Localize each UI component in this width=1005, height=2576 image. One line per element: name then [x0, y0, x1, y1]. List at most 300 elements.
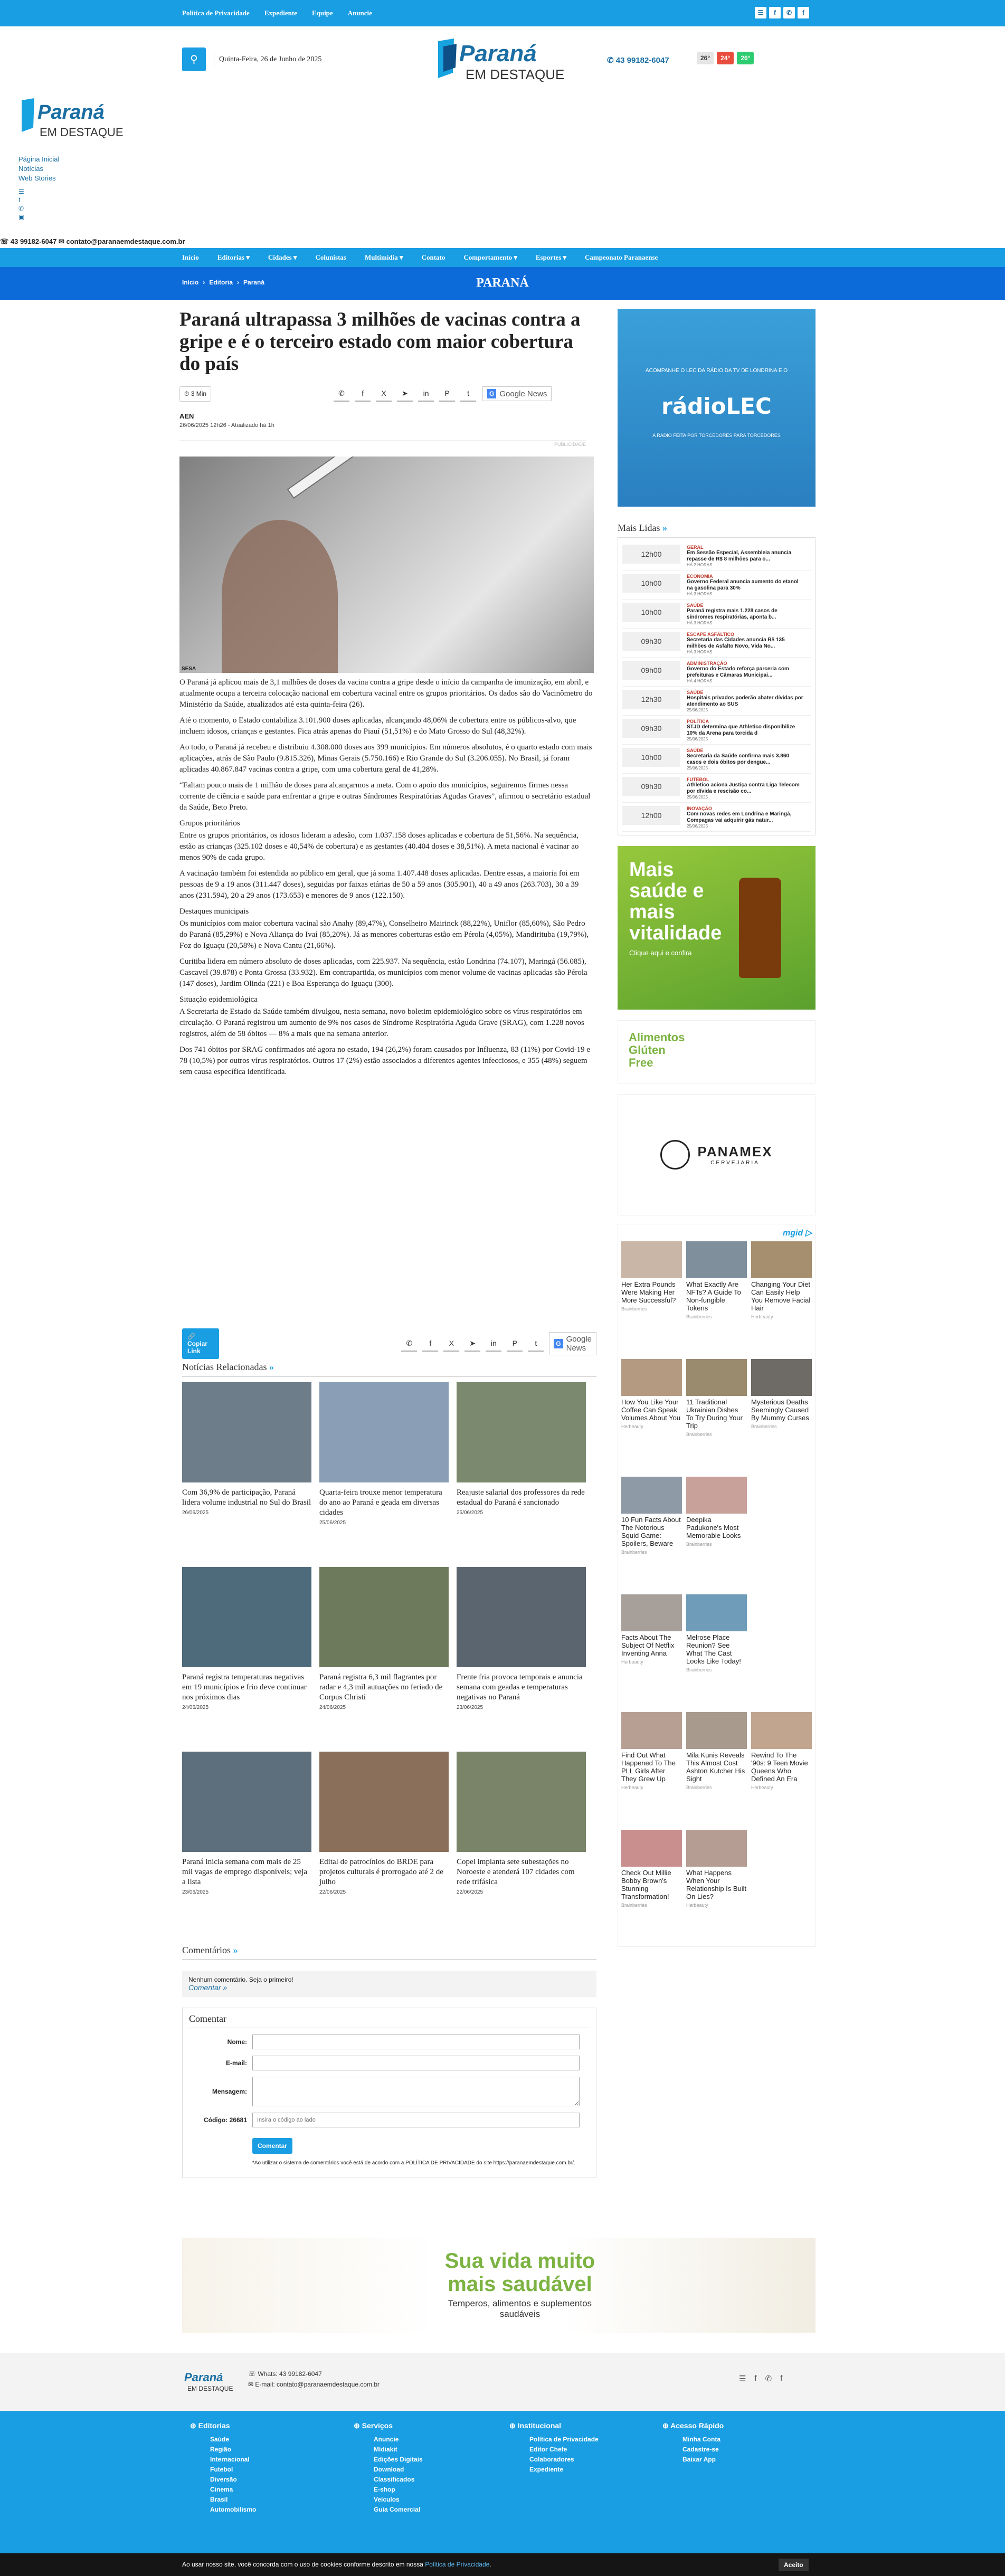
most-read-item[interactable] — [622, 716, 811, 745]
header-phone[interactable] — [607, 55, 669, 65]
email-label: E-mail: — [225, 2059, 247, 2067]
weather-widget — [697, 52, 754, 64]
related-card[interactable] — [319, 1752, 449, 1931]
recommended-image[interactable] — [686, 1712, 747, 1749]
recommended-source: Brainberries — [686, 1785, 712, 1790]
recommended-source: Brainberries — [621, 1306, 647, 1311]
related-title-text: Notícias Relacionadas — [182, 1362, 267, 1372]
section-banner — [0, 267, 1005, 300]
most-read-title[interactable]: STJD determina que Athletico disponibilize 10% da Arena para torcida d — [687, 724, 795, 736]
rss-icon[interactable]: ☰ — [18, 188, 24, 195]
recommended-card[interactable] — [621, 1712, 682, 1826]
recommended-image[interactable] — [621, 1359, 682, 1396]
no-comments-text: Nenhum comentário. Seja o primeiro! — [188, 1976, 293, 1983]
footer-link[interactable]: Cinema — [210, 2486, 233, 2493]
weather-min: 26° — [737, 52, 754, 64]
message-label: Mensagem: — [212, 2088, 247, 2095]
read-time: ⏱ 3 Min — [179, 386, 211, 402]
related-date: 22/06/2025 — [457, 1889, 483, 1895]
mobile-link-stories[interactable]: Web Stories — [18, 174, 56, 182]
article — [179, 309, 612, 1082]
most-read-title[interactable]: Secretaria da Saúde confirma mais 3.860 casos e dois óbitos por dengue... — [687, 753, 789, 765]
footer-links — [0, 2411, 1005, 2553]
related-title[interactable]: Copel implanta sete subestações no Noroeste e atenderá 107 cidades com rede trifásica — [457, 1858, 575, 1886]
related-title[interactable]: Com 36,9% de participação, Paraná lidera volume industrial no Sul do Brasil — [182, 1488, 311, 1507]
gluten-ad[interactable] — [618, 1020, 816, 1083]
recommended-card[interactable] — [751, 1359, 812, 1472]
bottle-image — [739, 878, 781, 978]
footer-link[interactable]: Expediente — [529, 2466, 564, 2473]
linkedin-share-icon[interactable]: in — [486, 1336, 501, 1352]
recommended-image[interactable] — [621, 1830, 682, 1867]
mobile-logo[interactable] — [18, 95, 145, 148]
mgid-grid — [621, 1241, 812, 1943]
pinterest-share-icon[interactable]: P — [507, 1336, 523, 1352]
whatsapp-share-icon[interactable]: ✆ — [334, 386, 349, 402]
nav-item-inicio[interactable]: Início — [182, 253, 199, 261]
related-date: 24/06/2025 — [319, 1705, 346, 1710]
footer-link[interactable]: Cadastre-se — [682, 2446, 719, 2453]
nav-item-colunistas[interactable]: Colunistas — [315, 253, 346, 261]
footer-logo[interactable] — [182, 2368, 235, 2394]
footer-link[interactable]: Política de Privacidade — [529, 2436, 599, 2443]
comment-link[interactable]: Comentar » — [188, 1983, 227, 1992]
most-read-ago: HÁ 4 HORAS — [687, 679, 713, 683]
rss-icon[interactable]: ☰ — [739, 2374, 746, 2383]
photo-arm — [222, 520, 338, 673]
recommended-image[interactable] — [621, 1477, 682, 1514]
most-read-item[interactable] — [622, 629, 811, 658]
most-read-category: POLÍTICA — [687, 719, 709, 724]
google-news-button[interactable] — [482, 386, 552, 401]
facebook-icon[interactable]: f — [18, 196, 21, 204]
footer-link[interactable]: Guia Comercial — [374, 2506, 421, 2513]
recommended-image[interactable] — [686, 1830, 747, 1867]
related-image[interactable] — [319, 1382, 449, 1482]
recommended-image[interactable] — [621, 1712, 682, 1749]
share-bar — [401, 1336, 544, 1352]
comment-form-title: Comentar — [189, 2013, 590, 2028]
recommended-card[interactable] — [686, 1241, 747, 1355]
most-read-category: SAÚDE — [687, 690, 704, 695]
related-image[interactable] — [182, 1752, 311, 1852]
recommended-title[interactable]: What Exactly Are NFTs? A Guide To Non-fungible Tokens — [686, 1280, 741, 1312]
article-paragraph: Ao todo, o Paraná já recebeu e distribuiu 4.308.000 doses aos 399 municípios. Em números absolutos, é o quarto estado com mais aplicações, atrás de São Paulo (9.815.326), Minas Gerais (5.750.166) e Rio Grande do Sul (3.206.055). No Brasil, já foram aplicadas 40.867.847 vacinas contra a gripe, com uma cobertura geral de 41,28%. — [179, 743, 592, 774]
facebook-icon[interactable]: ▣ — [18, 213, 25, 221]
footer-link[interactable]: Colaboradores — [529, 2456, 574, 2463]
footer-link[interactable]: Edições Digitais — [374, 2456, 423, 2463]
footer-link[interactable]: E-shop — [374, 2486, 395, 2493]
nav-item-contato[interactable]: Contato — [421, 253, 445, 261]
most-read-item[interactable] — [622, 571, 811, 600]
healthy-life-ad[interactable] — [182, 2238, 816, 2333]
google-news-icon: G — [554, 1339, 563, 1348]
nav-item-campeonato[interactable]: Campeonato Paranaense — [585, 253, 658, 261]
whatsapp-icon[interactable]: ✆ — [783, 7, 795, 18]
top-link-anuncie[interactable]: Anuncie — [347, 9, 372, 17]
breadcrumb-separator: › — [203, 279, 205, 286]
most-read-category: ADMINISTRAÇÃO — [687, 661, 727, 666]
most-read-title[interactable]: Hospitais privados poderão abater dívidas por atendimento ao SUS — [687, 695, 803, 707]
recommended-source: Brainberries — [686, 1314, 712, 1319]
comment-terms: *Ao utilizar o sistema de comentários você está de acordo com a POLÍTICA DE PRIVACIDADE do site https://paranaemdestaque.com.br/. — [252, 2160, 575, 2166]
recommended-title[interactable]: Changing Your Diet Can Easily Help You Remove Facial Hair — [751, 1280, 811, 1312]
panamex-name: PANAMEX — [697, 1144, 773, 1159]
most-read-time: 10h00 — [622, 603, 680, 622]
svg-text:EM DESTAQUE: EM DESTAQUE — [187, 2385, 233, 2392]
radio-ad-small: ACOMPANHE O LEC DA RÁDIO DA TV DE LONDRINA E O — [645, 368, 788, 374]
chevron-right-icon: » — [269, 1362, 274, 1372]
footer-link[interactable]: Diversão — [210, 2476, 237, 2483]
footer-link[interactable]: Brasil — [210, 2496, 228, 2503]
nav-item-cidades[interactable]: Cidades ▾ — [268, 253, 297, 261]
telegram-share-icon[interactable]: ➤ — [397, 386, 413, 402]
most-read-title[interactable]: Em Sessão Especial, Assembleia anuncia repasse de R$ 8 milhões para o... — [687, 550, 792, 562]
recommended-image[interactable] — [686, 1359, 747, 1396]
facebook-icon[interactable]: f — [754, 2374, 757, 2383]
recommended-card[interactable] — [751, 1241, 812, 1355]
recommended-image[interactable] — [686, 1241, 747, 1278]
related-card[interactable] — [319, 1567, 449, 1746]
recommended-title[interactable]: 11 Traditional Ukrainian Dishes To Try During Your Trip — [686, 1398, 743, 1430]
recommended-card[interactable] — [621, 1477, 682, 1590]
related-title[interactable]: Paraná registra 6,3 mil flagrantes por radar e 4,3 mil autuações no feriado de Corpus Christi — [319, 1673, 443, 1702]
footer-col-title: ⊕ Institucional — [509, 2421, 562, 2430]
breadcrumb-parana[interactable]: Paraná — [243, 279, 265, 286]
most-read-title[interactable]: Secretaria das Cidades anuncia R$ 135 milhões de Asfalto Novo, Vida No... — [687, 637, 785, 649]
rss-icon[interactable]: ☰ — [755, 7, 766, 18]
nav-item-editorias[interactable]: Editorias ▾ — [217, 253, 250, 261]
code-field[interactable] — [252, 2113, 580, 2127]
whatsapp-icon: ✆ — [607, 56, 616, 65]
footer-col-servicos — [354, 2421, 423, 2515]
most-read-time: 09h30 — [622, 632, 680, 651]
related-image[interactable] — [457, 1567, 586, 1667]
related-image[interactable] — [457, 1752, 586, 1852]
most-read-item[interactable] — [622, 687, 811, 716]
subheading: Destaques municipais — [179, 907, 249, 916]
recommended-title[interactable]: Facts About The Subject Of Netflix Inventing Anna — [621, 1633, 675, 1657]
top-social — [755, 7, 809, 18]
most-read-time: 09h30 — [622, 719, 680, 738]
comments-title-text: Comentários — [182, 1945, 231, 1955]
most-read-ago: 25/06/2025 — [687, 824, 708, 829]
recommended-source: Herbeauty — [621, 1659, 643, 1665]
share-bar — [334, 386, 476, 402]
recommended-image[interactable] — [621, 1241, 682, 1278]
most-read-item[interactable] — [622, 541, 811, 571]
top-links — [182, 0, 372, 26]
comments-section — [182, 1945, 596, 2178]
copy-link-button[interactable]: 🔗 Copiar Link — [182, 1328, 219, 1359]
x-share-icon[interactable]: X — [376, 386, 392, 402]
facebook-icon[interactable]: f — [798, 7, 809, 18]
phone-number: 43 99182-6047 — [615, 56, 669, 65]
recommended-card[interactable] — [621, 1241, 682, 1355]
article-title: Paraná ultrapassa 3 milhões de vacinas contra a gripe e é o terceiro estado com maior cobertura do país — [179, 309, 581, 375]
subheading: Situação epidemiológica — [179, 995, 258, 1004]
recommended-title[interactable]: Find Out What Happened To The PLL Girls After They Grew Up — [621, 1751, 676, 1783]
recommended-image[interactable] — [751, 1359, 812, 1396]
contact-line — [0, 237, 185, 246]
recommended-title[interactable]: How You Like Your Coffee Can Speak Volumes About You — [621, 1398, 681, 1422]
photo-caption: SESA — [182, 666, 196, 672]
most-read-ago: HÁ 3 HORAS — [687, 650, 713, 654]
footer-link[interactable]: Baixar App — [682, 2456, 716, 2463]
related-card[interactable] — [182, 1752, 311, 1931]
breadcrumb-editoria[interactable]: Editoria — [209, 279, 233, 286]
most-read-ago: HÁ 2 HORAS — [687, 563, 713, 567]
mobile-links — [18, 155, 230, 183]
related-date: 23/06/2025 — [182, 1889, 209, 1895]
facebook-share-icon[interactable]: f — [355, 386, 371, 402]
most-read-category: ECONOMIA — [687, 574, 713, 579]
recommended-title[interactable]: Melrose Place Reunion? See What The Cast Looks Like Today! — [686, 1633, 741, 1665]
linkedin-share-icon[interactable]: in — [418, 386, 434, 402]
article-author[interactable]: AEN — [179, 412, 194, 420]
related-title — [182, 1362, 596, 1377]
most-read-ago: 25/06/2025 — [687, 795, 708, 800]
most-read-time: 09h00 — [622, 661, 680, 680]
tumblr-share-icon[interactable]: t — [528, 1336, 544, 1352]
recommended-image[interactable] — [751, 1712, 812, 1749]
most-read-time: 09h30 — [622, 777, 680, 796]
recommended-title[interactable]: Her Extra Pounds Were Making Her More Successful? — [621, 1280, 676, 1304]
panamex-ad[interactable] — [618, 1094, 816, 1215]
cookie-text: Ao usar nosso site, você concorda com o uso de cookies conforme descrito em nossa Política de Privacidade. — [182, 2561, 491, 2568]
most-read-title[interactable]: Governo Federal anuncia aumento do etanol na gasolina para 30% — [687, 579, 799, 591]
related-card[interactable] — [319, 1382, 449, 1562]
most-read-category: ESCAPE ASFÁLTICO — [687, 632, 735, 637]
recommended-title[interactable]: 10 Fun Facts About The Notorious Squid Game: Spoilers, Beware — [621, 1516, 681, 1547]
telegram-share-icon[interactable]: ➤ — [464, 1336, 480, 1352]
recommended-source: Herbeauty — [751, 1314, 773, 1319]
footer-link[interactable]: Editor Chefe — [529, 2446, 567, 2453]
recommended-card[interactable] — [686, 1477, 747, 1590]
related-card[interactable] — [182, 1382, 311, 1562]
recommended-card[interactable] — [686, 1712, 747, 1826]
weather-max: 24° — [717, 52, 734, 64]
panamex-sub: CERVEJARIA — [710, 1160, 760, 1166]
most-read-time: 12h00 — [622, 806, 680, 825]
article-paragraph: Entre os grupos prioritários, os idosos lideram a adesão, com 1.037.158 doses aplicadas e cobertura de 51,56%. Na sequência, estão as crianças (325.102 doses e 40,54% de cobertura) e as gestantes (40.404 doses e 38,51%). A meta nacional é vacinar ao menos 90% de cada grupo. — [179, 831, 579, 862]
breadcrumb-home[interactable]: Início — [182, 279, 199, 286]
message-field[interactable] — [252, 2077, 580, 2106]
footer-link[interactable]: Veículos — [374, 2496, 400, 2503]
cookie-policy-link[interactable]: Política de Privacidade — [425, 2561, 490, 2568]
footer-social — [739, 2374, 782, 2383]
subheading: Grupos prioritários — [179, 819, 240, 828]
mobile-menu — [18, 95, 230, 221]
most-read-title-text: Mais Lidas — [618, 522, 660, 533]
recommended-title[interactable]: What Happens When Your Relationship Is Built On Lies? — [686, 1869, 747, 1900]
footer-link[interactable]: Classificados — [374, 2476, 415, 2483]
top-link-privacy[interactable]: Política de Privacidade — [182, 9, 250, 17]
photo-syringe — [287, 457, 437, 499]
top-link-expediente[interactable]: Expediente — [264, 9, 297, 17]
related-image[interactable] — [319, 1567, 449, 1667]
related-card[interactable] — [457, 1567, 586, 1746]
recommended-source: Brainberries — [686, 1432, 712, 1437]
related-image[interactable] — [182, 1382, 311, 1482]
facebook-share-icon[interactable]: f — [422, 1336, 438, 1352]
most-read-item[interactable] — [622, 658, 811, 687]
comment-form — [182, 2008, 596, 2178]
whatsapp-share-icon[interactable]: ✆ — [401, 1336, 417, 1352]
email-field[interactable] — [252, 2056, 580, 2070]
recommended-card[interactable] — [621, 1359, 682, 1472]
mobile-social — [18, 187, 230, 221]
recommended-source: Herbeauty — [686, 1903, 708, 1908]
pinterest-share-icon[interactable]: P — [439, 386, 455, 402]
nav-item-comportamento[interactable]: Comportamento ▾ — [463, 253, 517, 261]
related-image[interactable] — [182, 1567, 311, 1667]
health-ad[interactable] — [618, 846, 816, 1010]
recommended-source: Herbeauty — [621, 1785, 643, 1790]
recommended-image[interactable] — [621, 1594, 682, 1631]
most-read-list — [618, 538, 816, 835]
related-title[interactable]: Reajuste salarial dos professores da rede estadual do Paraná é sancionado — [457, 1488, 585, 1507]
ad-label: PUBLICIDADE — [179, 440, 586, 447]
whatsapp-icon[interactable]: ✆ — [18, 205, 24, 212]
recommended-card[interactable] — [686, 1359, 747, 1472]
most-read-ago: 25/06/2025 — [687, 708, 708, 712]
related-date: 25/06/2025 — [319, 1520, 346, 1526]
tumblr-share-icon[interactable]: t — [460, 386, 476, 402]
recommended-image[interactable] — [751, 1241, 812, 1278]
mobile-link-home[interactable]: Página Inicial — [18, 155, 60, 163]
google-news-button[interactable] — [549, 1332, 596, 1355]
most-read-title[interactable]: Governo do Estado reforça parceria com prefeituras e Câmaras Municipai... — [687, 666, 789, 678]
nav-item-multimidia[interactable]: Multimídia ▾ — [364, 253, 403, 261]
recommended-card[interactable] — [621, 1830, 682, 1943]
recommended-card[interactable] — [686, 1594, 747, 1708]
recommended-title[interactable]: Mila Kunis Reveals This Almost Cost Ashton Kutcher His Sight — [686, 1751, 745, 1783]
section-title: PARANÁ — [476, 276, 529, 290]
footer-link[interactable]: Saúde — [210, 2436, 230, 2443]
related-title[interactable]: Paraná inicia semana com mais de 25 mil vagas de emprego disponíveis; veja a lista — [182, 1858, 308, 1886]
sidebar — [618, 309, 816, 1947]
nav-item-esportes[interactable]: Esportes ▾ — [535, 253, 567, 261]
most-read-ago: 25/06/2025 — [687, 766, 708, 771]
recommended-image[interactable] — [686, 1477, 747, 1514]
accept-cookies-button[interactable]: Aceito — [779, 2559, 809, 2571]
search-button[interactable] — [182, 47, 206, 71]
most-read-time: 10h00 — [622, 574, 680, 593]
recommended-card[interactable] — [621, 1594, 682, 1708]
recommended-title[interactable]: Deepika Padukone's Most Memorable Looks — [686, 1516, 741, 1539]
comments-title — [182, 1945, 596, 1960]
footer-link[interactable]: Região — [210, 2446, 232, 2453]
no-comments-box — [182, 1971, 596, 1997]
related-card[interactable] — [457, 1382, 586, 1562]
radio-lec-ad[interactable] — [618, 309, 816, 507]
recommended-title[interactable]: Mysterious Deaths Seemingly Caused By Mummy Curses — [751, 1398, 809, 1422]
footer-whats[interactable]: ☏ Whats: 43 99182-6047 — [248, 2370, 322, 2378]
footer-email[interactable]: ✉ E-mail: contato@paranaemdestaque.com.br — [248, 2381, 380, 2388]
related-grid — [182, 1382, 596, 1931]
footer-link[interactable]: Futebol — [210, 2466, 233, 2473]
facebook-icon[interactable]: f — [780, 2374, 783, 2383]
most-read-time: 10h00 — [622, 748, 680, 767]
most-read-ago: HÁ 3 HORAS — [687, 621, 713, 625]
recommended-title[interactable]: Check Out Millie Bobby Brown's Stunning Transformation! — [621, 1869, 671, 1900]
mobile-link-news[interactable]: Notícias — [18, 165, 43, 173]
most-read-title[interactable]: Paraná registra mais 1.228 casos de síndromes respiratórias, aponta b... — [687, 608, 778, 620]
chevron-right-icon: » — [233, 1945, 238, 1955]
most-read-title[interactable]: Com novas redes em Londrina e Maringá, Compagas vai adquirir gás natur... — [687, 811, 792, 823]
most-read-item[interactable] — [622, 803, 811, 832]
most-read-time: 12h00 — [622, 545, 680, 564]
most-read-title[interactable]: Athletico aciona Justiça contra Liga Telecom por dívida e rescisão co... — [687, 782, 800, 794]
main-nav — [0, 248, 1005, 267]
most-read-item[interactable] — [622, 600, 811, 629]
most-read-item[interactable] — [622, 745, 811, 774]
recommended-card[interactable] — [686, 1830, 747, 1943]
related-card[interactable] — [457, 1752, 586, 1931]
logo-subtext: EM DESTAQUE — [466, 66, 565, 82]
article-paragraph: “Faltam pouco mais de 1 milhão de doses para alcançarmos a meta. Com o apoio dos municípios, seguiremos firmes nessa corrente de ciência e saúde para enfrentar a gripe e outras Síndromes Respiratórias Agudas Graves”, afirmou o secretário estadual da Saúde, Beto Preto. — [179, 781, 591, 812]
related-image[interactable] — [457, 1382, 586, 1482]
most-read-category: INOVAÇÃO — [687, 806, 712, 811]
whatsapp-icon[interactable]: ✆ — [765, 2374, 772, 2383]
recommended-source: Herbeauty — [751, 1785, 773, 1790]
related-image[interactable] — [319, 1752, 449, 1852]
recommended-card[interactable] — [751, 1712, 812, 1826]
related-title[interactable]: Frente fria provoca temporais e anuncia semana com geadas e temperaturas negativas no Paraná — [457, 1673, 583, 1702]
gluten-ad-text: Alimentos Glúten Free — [629, 1031, 685, 1069]
google-news-icon: G — [487, 389, 496, 398]
article-photo — [179, 457, 594, 673]
most-read-category: SAÚDE — [687, 748, 704, 753]
recommended-image[interactable] — [686, 1594, 747, 1631]
article-paragraph: O Paraná já aplicou mais de 3,1 milhões de doses da vacina contra a gripe desde o início da campanha de imunização, em abril, e atualmente ocupa a terceira colocação nacional em cobertura vacinal entre os grupos prioritários. Os dados são do Vacinômetro do Ministério da Saúde, atualizados até esta quinta-feira (26). — [179, 678, 593, 709]
related-title[interactable]: Quarta-feira trouxe menor temperatura do ano ao Paraná e geada em diversas cidades — [319, 1488, 442, 1517]
x-share-icon[interactable]: X — [443, 1336, 459, 1352]
recommended-title[interactable]: Rewind To The '90s: 9 Teen Movie Queens Who Defined An Era — [751, 1751, 808, 1783]
code-label: Código: 26681 — [203, 2116, 247, 2124]
footer-link[interactable]: Automobilismo — [210, 2506, 257, 2513]
related-title[interactable]: Paraná registra temperaturas negativas em 19 municípios e frio deve continuar nos próximos dias — [182, 1673, 307, 1702]
most-read-item[interactable] — [622, 774, 811, 803]
mgid-widget — [618, 1224, 816, 1947]
footer-link[interactable]: Anuncie — [374, 2436, 399, 2443]
name-field[interactable] — [252, 2035, 580, 2049]
footer-col-title: ⊕ Serviços — [354, 2421, 393, 2430]
related-card[interactable] — [182, 1567, 311, 1746]
article-paragraph: Até o momento, o Estado contabiliza 3.101.900 doses aplicadas, alcançando 48,06% de cobertura entre os públicos-alvo, que incluem idosos, crianças e gestantes. Fica atrás apenas do Piauí (51,51%) e do Mato Grosso do Sul (48,32%). — [179, 716, 576, 736]
article-paragraph: A Secretaria de Estado da Saúde também divulgou, nesta semana, novo boletim epidemiológico sobre os vírus respiratórios em circulação. O Paraná registrou um aumento de 9% nos casos de Síndrome Respiratória Aguda Grave (SRAG), com 1.228 novos registros, além de 58 óbitos — 8% a mais que na semana anterior. — [179, 1007, 584, 1038]
footer-link[interactable]: Internacional — [210, 2456, 250, 2463]
footer-link[interactable]: Mídiakit — [374, 2446, 397, 2453]
related-date: 26/06/2025 — [182, 1510, 209, 1516]
mgid-logo[interactable]: mgid ▷ — [783, 1229, 812, 1238]
submit-comment-button[interactable]: Comentar — [252, 2138, 292, 2154]
healthy-ad-title: Sua vida muito mais saudável — [444, 2249, 595, 2296]
chevron-right-icon: » — [662, 522, 667, 533]
related-date: 23/06/2025 — [457, 1705, 483, 1710]
site-logo[interactable] — [433, 36, 581, 86]
top-bar — [0, 0, 1005, 26]
facebook-icon[interactable]: f — [769, 7, 781, 18]
related-title[interactable]: Edital de patrocínios do BRDE para projetos culturais é prorrogado até 2 de julho — [319, 1858, 443, 1886]
most-read-category: SAÚDE — [687, 603, 704, 608]
recommended-source: Brainberries — [621, 1903, 647, 1908]
footer-link[interactable]: Minha Conta — [682, 2436, 720, 2443]
footer-link[interactable]: Download — [374, 2466, 404, 2473]
article-paragraph: A vacinação também foi estendida ao público em geral, que já soma 1.407.448 doses aplicadas. Dentre essas, a maioria foi em pessoas de 9 a 19 anos (311.447 doses), seguidas por faixas etárias de 50 a 59 anos (305.901), 40 a 49 anos (263.703), 30 a 39 anos (231.594), 20 a 29 anos (173.653) e menores de 9 anos (122.150). — [179, 869, 580, 900]
top-link-equipe[interactable]: Equipe — [311, 9, 333, 17]
